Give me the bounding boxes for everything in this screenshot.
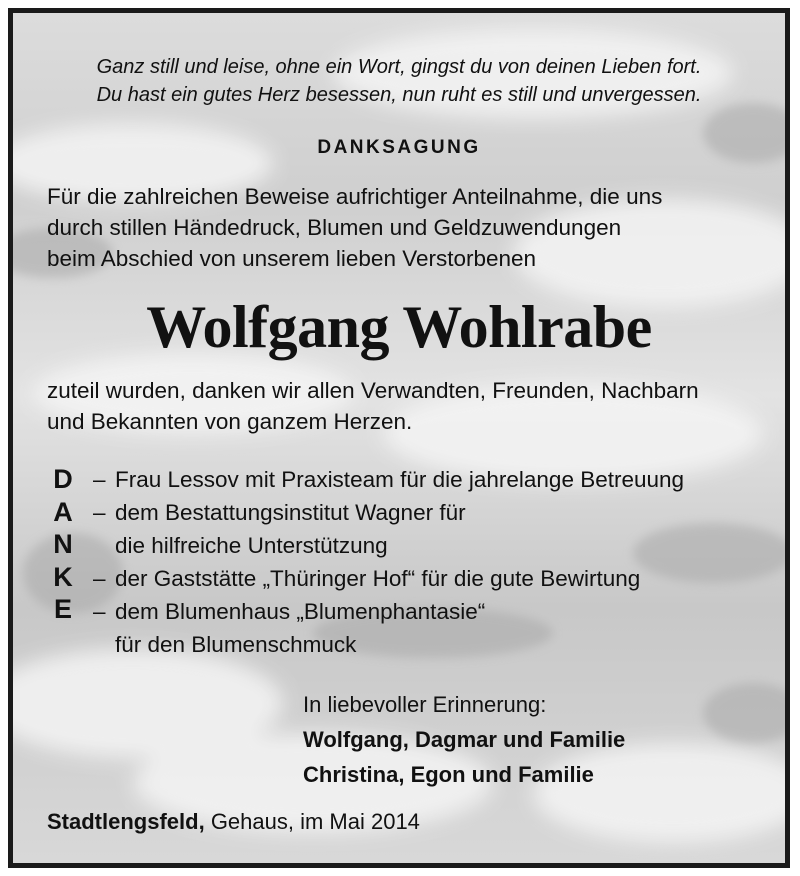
memory-block	[303, 687, 625, 792]
danke-letter: E	[53, 594, 72, 624]
list-dash: –	[93, 599, 106, 624]
thanks-paragraph	[47, 375, 765, 437]
thanks-line-2: und Bekannten von ganzem Herzen.	[47, 409, 413, 434]
family-name-2: Christina, Egon und Familie	[303, 762, 594, 787]
thanks-line-1: zuteil wurden, danken wir allen Verwandten, Freunden, Nachbarn	[47, 378, 699, 403]
place-and-date	[47, 809, 420, 835]
list-dash: –	[93, 467, 106, 492]
notice-frame	[8, 8, 790, 868]
list-item-text: der Gaststätte „Thüringer Hof“ für die gute Bewirtung	[115, 566, 641, 591]
place-city: Stadtlengsfeld,	[47, 809, 205, 834]
danke-vertical-word	[43, 463, 83, 626]
danke-letter: D	[53, 464, 73, 494]
place-date: Gehaus, im Mai 2014	[210, 809, 420, 834]
verse-line-2: Du hast ein gutes Herz besessen, nun ruht es still und unvergessen.	[96, 84, 702, 106]
list-item	[93, 496, 775, 562]
thanks-list	[93, 463, 775, 661]
danke-letter: N	[53, 529, 73, 559]
list-dash: –	[93, 566, 106, 591]
list-item-text: Frau Lessov mit Praxisteam für die jahrelange Betreuung	[115, 467, 685, 492]
list-item-text: dem Blumenhaus „Blumenphantasie“	[115, 599, 486, 624]
list-item	[93, 595, 775, 661]
intro-line-3: beim Abschied von unserem lieben Verstorbenen	[47, 246, 537, 271]
list-item-text: für den Blumenschmuck	[115, 632, 357, 657]
memorial-verse	[13, 53, 785, 109]
intro-line-1: Für die zahlreichen Beweise aufrichtiger Anteilnahme, die uns	[47, 184, 663, 209]
deceased-name: Wolfgang Wohlrabe	[146, 294, 652, 360]
list-item	[93, 562, 775, 595]
intro-line-2: durch stillen Händedruck, Blumen und Geldzuwendungen	[47, 215, 622, 240]
list-item-text: dem Bestattungsinstitut Wagner für	[115, 500, 466, 525]
family-name-1: Wolfgang, Dagmar und Familie	[303, 727, 626, 752]
notice-heading: DANKSAGUNG	[317, 137, 481, 158]
list-item	[93, 463, 775, 496]
danke-letter: K	[53, 561, 73, 592]
intro-paragraph	[47, 181, 759, 274]
memory-intro: In liebevoller Erinnerung:	[303, 692, 547, 717]
list-item-text: die hilfreiche Unterstützung	[115, 533, 388, 558]
danke-letter: A	[53, 496, 73, 527]
list-dash: –	[93, 500, 106, 525]
verse-line-1: Ganz still und leise, ohne ein Wort, gingst du von deinen Lieben fort.	[96, 56, 702, 78]
